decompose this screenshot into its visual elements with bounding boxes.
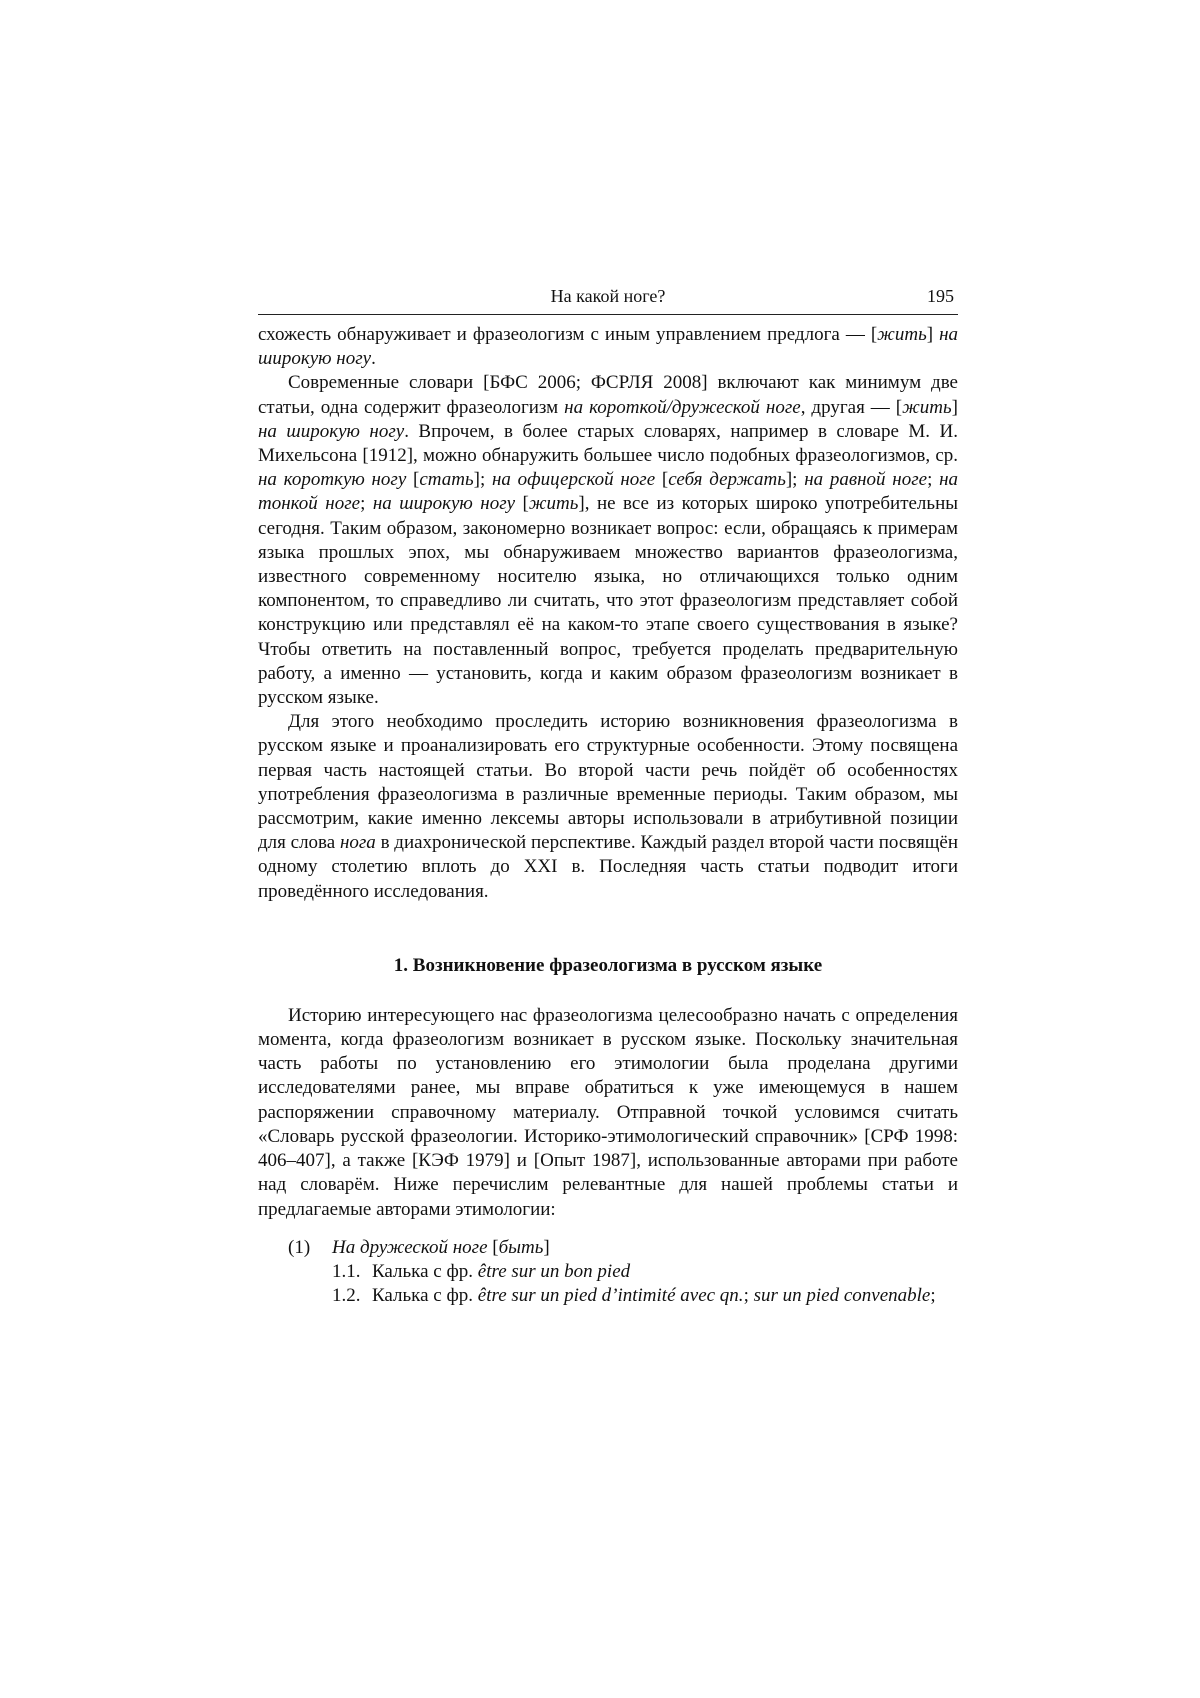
italic-run: жить bbox=[877, 324, 927, 345]
paragraph-3 bbox=[258, 710, 958, 904]
subitem-text bbox=[372, 1285, 936, 1306]
text-run: ; bbox=[930, 1285, 936, 1307]
italic-run: стать bbox=[419, 469, 474, 491]
italic-run: На дружеской ноге bbox=[332, 1236, 488, 1258]
italic-run: на короткой/дружеской ноге bbox=[564, 396, 801, 418]
italic-run: на офицерской ноге bbox=[491, 469, 656, 491]
example-number: (1) bbox=[288, 1236, 311, 1258]
italic-run: нога bbox=[339, 832, 376, 854]
section-paragraph bbox=[258, 1004, 958, 1222]
text-run: ]; bbox=[785, 469, 805, 491]
italic-run: себя держать bbox=[668, 469, 786, 491]
example-list bbox=[258, 1236, 958, 1309]
page-number: 195 bbox=[927, 286, 954, 306]
italic-run: на широкую ногу bbox=[372, 493, 516, 515]
italic-run: быть bbox=[498, 1236, 544, 1258]
text-run: ], не все из которых широко употребительны сегодня. Таким образом, закономерно возникает вопрос: если, обращаясь к примерам языка прошлых эпох, мы обнаруживаем множество вариантов фразеологизма, известного современному носителю языка, но отличающихся только одним компонентом, то справедливо ли считать, что этот фразеологизм представляет собой конструкцию или представлял её на каком-то этапе своего существования в языке? Чтобы ответить на поставленный вопрос, требуется проделать предварительную работу, а именно — установить, когда и каким образом фразеологизм возникает в русском языке. bbox=[258, 493, 959, 709]
text-run: . Впрочем, в более старых словарях, например в словаре М. И. Михельсона [1912], можно обнаружить большее число подобных фразеологизмов, ср. bbox=[258, 420, 958, 467]
text-run: Калька с фр. bbox=[372, 1260, 478, 1282]
document-page bbox=[258, 284, 958, 1308]
italic-run: sur un pied convenable bbox=[753, 1285, 931, 1307]
text-run: ] bbox=[543, 1236, 550, 1258]
text-run: Для этого необходимо проследить историю возникновения фразеологизма в русском языке и проанализировать его структурные особенности. Этому посвящена первая часть настоящей статьи. Во второй части речь пойдёт об особенностях употребления фразеологизма в различные временные периоды. Таким образом, мы рассмотрим, какие именно лексемы авторы использовали в атрибутивной позиции для слова bbox=[258, 711, 958, 854]
section-heading: 1. Возникновение фразеологизма в русском языке bbox=[393, 954, 823, 976]
running-title: На какой ноге? bbox=[550, 286, 666, 306]
italic-run: жить bbox=[528, 493, 579, 515]
subitem-number: 1.1. bbox=[332, 1260, 361, 1282]
text-run: ; bbox=[927, 469, 940, 491]
text-run: ] bbox=[926, 324, 940, 345]
text-run: ] bbox=[951, 396, 958, 418]
subitem-text bbox=[372, 1261, 630, 1282]
paragraph-1 bbox=[258, 323, 958, 371]
text-run: [ bbox=[515, 493, 529, 515]
text-run: Историю интересующего нас фразеологизма целесообразно начать с определения момента, когда фразеологизм возникает в русском языке. Поскольку значительная часть работы по установлению его этимологии была проделана другими исследователями ранее, мы вправе обратиться к уже имеющемуся в нашем распоряжении справочному материалу. Отправной точкой условимся считать «Словарь русской фразеологии. Историко-этимологический справочник» [СРФ 1998: 406–407], а также [КЭФ 1979] и [Опыт 1987], использованные авторами при работе над словарём. Ниже перечислим релевантные для нашей проблемы статьи и предлагаемые авторами этимологии: bbox=[258, 1004, 958, 1220]
text-run: схожесть обнаруживает и фразеологизм с иным управлением предлога — [ bbox=[258, 324, 878, 345]
italic-run: жить bbox=[902, 396, 952, 418]
italic-run: на широкую ногу bbox=[258, 420, 405, 442]
italic-run: être sur un bon pied bbox=[477, 1260, 631, 1282]
italic-run: être sur un pied d’intimité avec qn. bbox=[477, 1285, 744, 1307]
example-title bbox=[332, 1237, 550, 1258]
text-run: ; bbox=[743, 1285, 754, 1307]
text-run: Калька с фр. bbox=[372, 1285, 478, 1307]
text-run: ; bbox=[360, 493, 373, 515]
text-run: в диахронической перспективе. Каждый раздел второй части посвящён одному столетию вплоть до XXI в. Последняя часть статьи подводит итоги проведённого исследования. bbox=[258, 832, 958, 902]
example-subitem-1 bbox=[258, 1260, 958, 1284]
running-header bbox=[258, 284, 958, 315]
text-run: ]; bbox=[473, 469, 492, 491]
body-text bbox=[258, 323, 958, 1308]
text-run: Современные словари [БФС 2006; ФСРЛЯ 2008] включают как минимум две статьи, одна содержит фразеологизм bbox=[258, 372, 958, 418]
text-run: [ bbox=[487, 1236, 499, 1258]
text-run: [ bbox=[655, 469, 669, 491]
text-run: [ bbox=[406, 469, 420, 491]
example-subitem-2 bbox=[258, 1284, 958, 1308]
italic-run: на короткую ногу bbox=[258, 469, 407, 491]
text-run: . bbox=[371, 348, 376, 370]
subitem-number: 1.2. bbox=[332, 1285, 361, 1307]
italic-run: на равной ноге bbox=[804, 469, 928, 491]
text-run: , другая — [ bbox=[800, 396, 903, 418]
example-item bbox=[258, 1236, 958, 1260]
italic-run: на широкую ногу bbox=[258, 324, 958, 370]
italic-run: на тонкой ноге bbox=[258, 469, 959, 515]
paragraph-2 bbox=[258, 371, 958, 710]
